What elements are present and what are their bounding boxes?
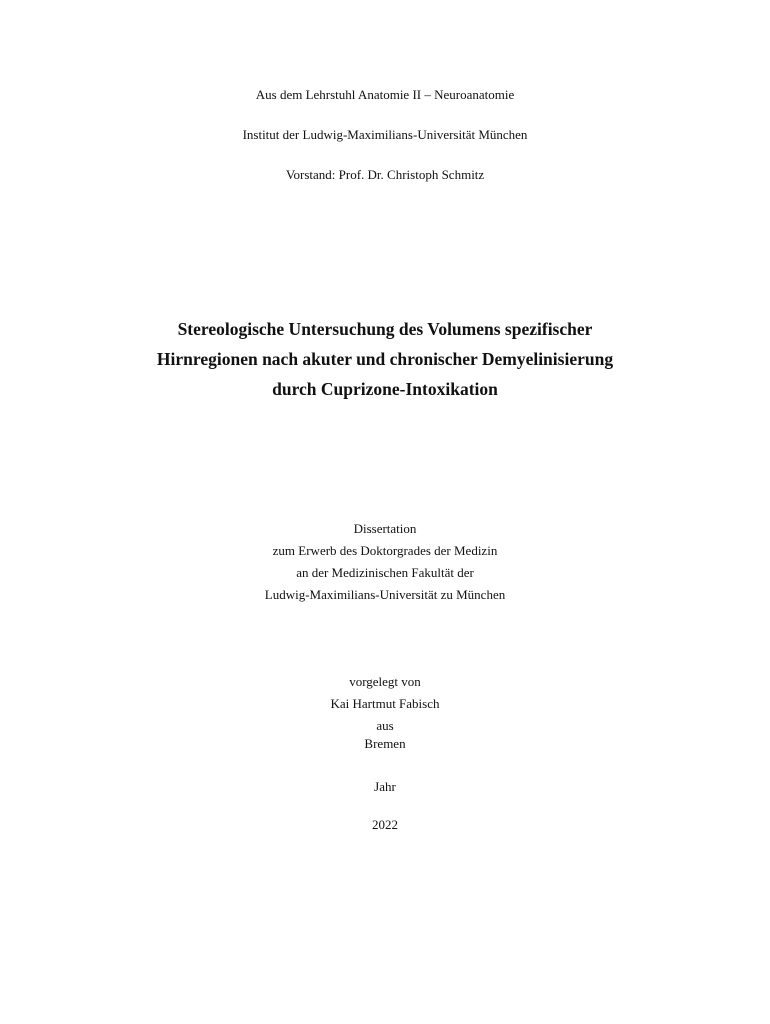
author-city: Bremen xyxy=(364,736,406,751)
thesis-title-line-2: Hirnregionen nach akuter und chronischer Demyelinisierung xyxy=(156,349,614,369)
institute-line: Aus dem Lehrstuhl Anatomie II – Neuroanatomie xyxy=(255,87,515,102)
from-label: aus xyxy=(376,718,394,733)
dissertation-label: Dissertation xyxy=(353,521,417,536)
board-line: Vorstand: Prof. Dr. Christoph Schmitz xyxy=(285,167,485,182)
dissertation-line-3: Ludwig-Maximilians-Universität zu München xyxy=(264,587,506,602)
thesis-title-line-3: durch Cuprizone-Intoxikation xyxy=(272,379,498,399)
author-name: Kai Hartmut Fabisch xyxy=(330,696,440,711)
year-value: 2022 xyxy=(372,817,398,832)
presented-by: vorgelegt von xyxy=(349,674,421,689)
university-line: Institut der Ludwig-Maximilians-Universität München xyxy=(242,127,528,142)
year-label: Jahr xyxy=(374,779,396,794)
thesis-title-line-1: Stereologische Untersuchung des Volumens spezifischer xyxy=(177,319,593,339)
dissertation-line-2: an der Medizinischen Fakultät der xyxy=(296,565,474,580)
dissertation-line-1: zum Erwerb des Doktorgrades der Medizin xyxy=(272,543,498,558)
